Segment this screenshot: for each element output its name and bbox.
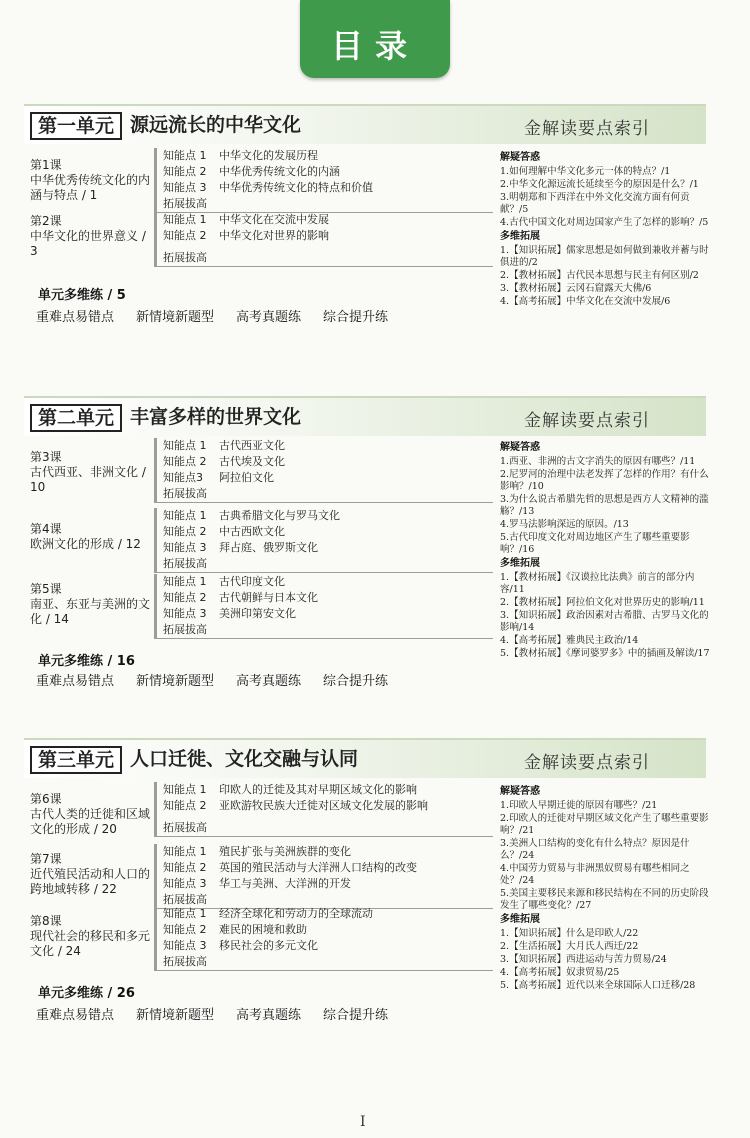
expand-item[interactable]: 1.【知识拓展】儒家思想是如何做到兼收并蓄与时俱进的/2: [500, 245, 709, 268]
knowledge-point[interactable]: 知能点 1 经济全球化和劳动力的全球流动: [163, 907, 373, 920]
knowledge-point[interactable]: 知能点 1 古典希腊文化与罗马文化: [163, 509, 340, 522]
answer-item[interactable]: 2.印欧人的迁徙对早期区域文化产生了哪些重要影响？/21: [500, 813, 709, 836]
lesson-4-points: [154, 508, 493, 573]
expand-item[interactable]: 2.【教材拓展】阿拉伯文化对世界历史的影响/11: [500, 597, 705, 608]
answer-heading: 解疑答惑: [500, 786, 540, 797]
expand-item[interactable]: 4.【高考拓展】中华文化在交流中发展/6: [500, 296, 671, 307]
expand-item[interactable]: 3.【知识拓展】政治因素对古希腊、古罗马文化的影响/14: [500, 610, 709, 633]
unit-3-index: [500, 784, 710, 993]
lesson-8-name[interactable]: [30, 914, 152, 959]
extension-item[interactable]: 拓展拔高: [157, 954, 493, 971]
expand-heading: 多维拓展: [500, 914, 540, 925]
expand-item[interactable]: 4.【高考拓展】雅典民主政治/14: [500, 635, 639, 646]
extension-item[interactable]: 拓展拔高: [157, 892, 493, 909]
lesson-8-points: [154, 906, 493, 971]
practice-item[interactable]: 重难点易错点: [36, 674, 115, 689]
practice-item[interactable]: 综合提升练: [323, 1008, 389, 1023]
expand-heading: 多维拓展: [500, 558, 540, 569]
practice-item[interactable]: 重难点易错点: [36, 1008, 115, 1023]
practice-item[interactable]: 高考真题练: [236, 310, 302, 325]
lesson-5-points: [154, 574, 493, 639]
lesson-6-name[interactable]: [30, 792, 152, 837]
unit-3-label: 第三单元: [30, 746, 122, 774]
answer-item[interactable]: 2.中华文化源远流长延续至今的原因是什么？/1: [500, 179, 699, 190]
answer-heading: 解疑答惑: [500, 442, 540, 453]
knowledge-point[interactable]: 知能点 1 古代印度文化: [163, 575, 285, 588]
answer-item[interactable]: 4.罗马法影响深远的原因。/13: [500, 519, 629, 530]
page-number: I: [360, 1114, 366, 1130]
answer-item[interactable]: 5.古代印度文化对周边地区产生了哪些重要影响？/16: [500, 532, 690, 555]
unit-3-practice-row: [36, 1004, 410, 1023]
extension-item[interactable]: 拓展拔高: [157, 196, 493, 213]
lesson-7-num: 第7课: [30, 852, 62, 866]
unit-1-header: [24, 104, 706, 144]
answer-item[interactable]: 1.西亚、非洲的古文字消失的原因有哪些？/11: [500, 456, 696, 467]
extension-item[interactable]: 拓展拔高: [157, 486, 493, 503]
knowledge-point[interactable]: 知能点 3 华工与美洲、大洋洲的开发: [163, 877, 351, 890]
lesson-4-title: 欧洲文化的形成 / 12: [30, 537, 141, 551]
unit-3-title: 人口迁徙、文化交融与认同: [130, 748, 359, 770]
lesson-1-title: 中华优秀传统文化的内涵与特点 / 1: [30, 173, 151, 202]
expand-item[interactable]: 3.【知识拓展】西进运动与苦力贸易/24: [500, 954, 667, 965]
unit-1-practice-row: [36, 306, 410, 325]
extension-item[interactable]: 拓展拔高: [157, 820, 493, 837]
expand-item[interactable]: 2.【教材拓展】古代民本思想与民主有何区别/2: [500, 270, 699, 281]
unit-3-index-heading: 金解读要点索引: [524, 753, 650, 773]
lesson-7-title: 近代殖民活动和人口的跨地域转移 / 22: [30, 867, 151, 896]
knowledge-point[interactable]: 知能点 2 英国的殖民活动与大洋洲人口结构的改变: [163, 861, 417, 874]
unit-1-title: 源远流长的中华文化: [130, 114, 302, 136]
practice-item[interactable]: 综合提升练: [323, 310, 389, 325]
lesson-5-title: 南亚、东亚与美洲的文化 / 14: [30, 597, 151, 626]
lesson-5-name[interactable]: [30, 582, 152, 627]
knowledge-point[interactable]: 知能点 3 美洲印第安文化: [163, 607, 296, 620]
extension-item[interactable]: 拓展拔高: [157, 622, 493, 639]
answer-item[interactable]: 4.古代中国文化对周边国家产生了怎样的影响？/5: [500, 217, 709, 228]
expand-item[interactable]: 5.【教材拓展】《摩诃婆罗多》中的插画及解读/17: [500, 648, 710, 659]
lesson-2-points: [154, 212, 493, 267]
lesson-3-name[interactable]: [30, 450, 152, 495]
practice-item[interactable]: 高考真题练: [236, 674, 302, 689]
practice-item[interactable]: 重难点易错点: [36, 310, 115, 325]
unit-3-multi-practice[interactable]: 单元多维练 / 26: [38, 986, 135, 1001]
lesson-4-name[interactable]: [30, 522, 152, 552]
knowledge-point[interactable]: 知能点 1 中华文化的发展历程: [163, 149, 318, 162]
extension-item[interactable]: 拓展拔高: [157, 250, 493, 267]
unit-1-index: [500, 150, 710, 309]
knowledge-point[interactable]: 知能点 1 古代西亚文化: [163, 439, 285, 452]
lesson-3-num: 第3课: [30, 450, 62, 464]
lesson-3-title: 古代西亚、非洲文化 / 10: [30, 465, 146, 494]
lesson-7-name[interactable]: [30, 852, 152, 897]
knowledge-point[interactable]: 知能点 2 难民的困境和救助: [163, 923, 307, 936]
lesson-6-title: 古代人类的迁徙和区域文化的形成 / 20: [30, 807, 151, 836]
unit-2-label: 第二单元: [30, 404, 122, 432]
unit-1-index-heading: 金解读要点索引: [524, 119, 650, 139]
unit-2-index-heading: 金解读要点索引: [524, 411, 650, 431]
lesson-1-name[interactable]: [30, 158, 152, 203]
knowledge-point[interactable]: 知能点 1 中华文化在交流中发展: [163, 213, 329, 226]
knowledge-point[interactable]: 知能点 2 古代朝鲜与日本文化: [163, 591, 318, 604]
answer-item[interactable]: 1.如何理解中华文化多元一体的特点？/1: [500, 166, 671, 177]
lesson-8-title: 现代社会的移民和多元文化 / 24: [30, 929, 151, 958]
lesson-3-points: [154, 438, 493, 503]
expand-item[interactable]: 1.【教材拓展】《汉谟拉比法典》前言的部分内容/11: [500, 572, 695, 595]
lesson-2-name[interactable]: [30, 214, 152, 259]
unit-3-header: [24, 738, 706, 778]
lesson-8-num: 第8课: [30, 914, 62, 928]
answer-item[interactable]: 3.美洲人口结构的变化有什么特点？原因是什么？/24: [500, 838, 690, 861]
knowledge-point[interactable]: 知能点 2 亚欧游牧民族大迁徙对区域文化发展的影响: [163, 799, 428, 812]
unit-2-practice-row: [36, 670, 410, 689]
lesson-6-num: 第6课: [30, 792, 62, 806]
answer-item[interactable]: 1.印欧人早期迁徙的原因有哪些？/21: [500, 800, 658, 811]
answer-item[interactable]: 3.为什么说古希腊先哲的思想是西方人文精神的滥觞？/13: [500, 494, 709, 517]
answer-item[interactable]: 3.明朝郑和下西洋在中外文化交流方面有何贡献？/5: [500, 192, 690, 215]
knowledge-point[interactable]: 知能点 3 中华优秀传统文化的特点和价值: [163, 181, 373, 194]
expand-item[interactable]: 2.【生活拓展】大月氏人西迁/22: [500, 941, 639, 952]
answer-heading: 解疑答惑: [500, 152, 540, 163]
expand-item[interactable]: 3.【教材拓展】云冈石窟露天大佛/6: [500, 283, 652, 294]
lesson-2-title: 中华文化的世界意义 / 3: [30, 229, 146, 258]
practice-item[interactable]: 高考真题练: [236, 1008, 302, 1023]
expand-item[interactable]: 5.【高考拓展】近代以来全球国际人口迁移/28: [500, 980, 696, 991]
answer-item[interactable]: 5.美国主要移民来源和移民结构在不同的历史阶段发生了哪些变化？/27: [500, 888, 709, 911]
knowledge-point[interactable]: 知能点 2 中华文化对世界的影响: [163, 229, 329, 242]
unit-2-index: [500, 440, 710, 661]
practice-item[interactable]: 综合提升练: [323, 674, 389, 689]
knowledge-point[interactable]: 知能点 3 移民社会的多元文化: [163, 939, 318, 952]
answer-item[interactable]: 2.尼罗河的治理中法老发挥了怎样的作用？有什么影响？/10: [500, 469, 709, 492]
knowledge-point[interactable]: 知能点 2 中古西欧文化: [163, 525, 285, 538]
expand-heading: 多维拓展: [500, 231, 540, 242]
knowledge-point[interactable]: 知能点 1 殖民扩张与美洲族群的变化: [163, 845, 351, 858]
practice-item[interactable]: 新情境新题型: [136, 310, 215, 325]
unit-1-multi-practice[interactable]: 单元多维练 / 5: [38, 288, 126, 303]
unit-2-title: 丰富多样的世界文化: [130, 406, 302, 428]
unit-1-label: 第一单元: [30, 112, 122, 140]
expand-item[interactable]: 1.【知识拓展】什么是印欧人/22: [500, 928, 639, 939]
practice-item[interactable]: 新情境新题型: [136, 674, 215, 689]
practice-item[interactable]: 新情境新题型: [136, 1008, 215, 1023]
lesson-6-points: [154, 782, 493, 837]
unit-2-multi-practice[interactable]: 单元多维练 / 16: [38, 654, 135, 669]
answer-item[interactable]: 4.中国劳力贸易与非洲黑奴贸易有哪些相同之处？/24: [500, 863, 690, 886]
knowledge-point[interactable]: 知能点 3 拜占庭、俄罗斯文化: [163, 541, 318, 554]
knowledge-point[interactable]: 知能点 2 古代埃及文化: [163, 455, 285, 468]
lesson-1-points: [154, 148, 493, 213]
lesson-1-num: 第1课: [30, 158, 62, 172]
knowledge-point[interactable]: 知能点 2 中华优秀传统文化的内涵: [163, 165, 340, 178]
expand-item[interactable]: 4.【高考拓展】奴隶贸易/25: [500, 967, 620, 978]
lesson-7-points: [154, 844, 493, 909]
lesson-5-num: 第5课: [30, 582, 62, 596]
lesson-4-num: 第4课: [30, 522, 62, 536]
lesson-2-num: 第2课: [30, 214, 62, 228]
knowledge-point[interactable]: 知能点3 阿拉伯文化: [163, 471, 274, 484]
unit-2-header: [24, 396, 706, 436]
knowledge-point[interactable]: 知能点 1 印欧人的迁徙及其对早期区域文化的影响: [163, 783, 417, 796]
page-title: 目录: [300, 0, 450, 78]
extension-item[interactable]: 拓展拔高: [157, 556, 493, 573]
